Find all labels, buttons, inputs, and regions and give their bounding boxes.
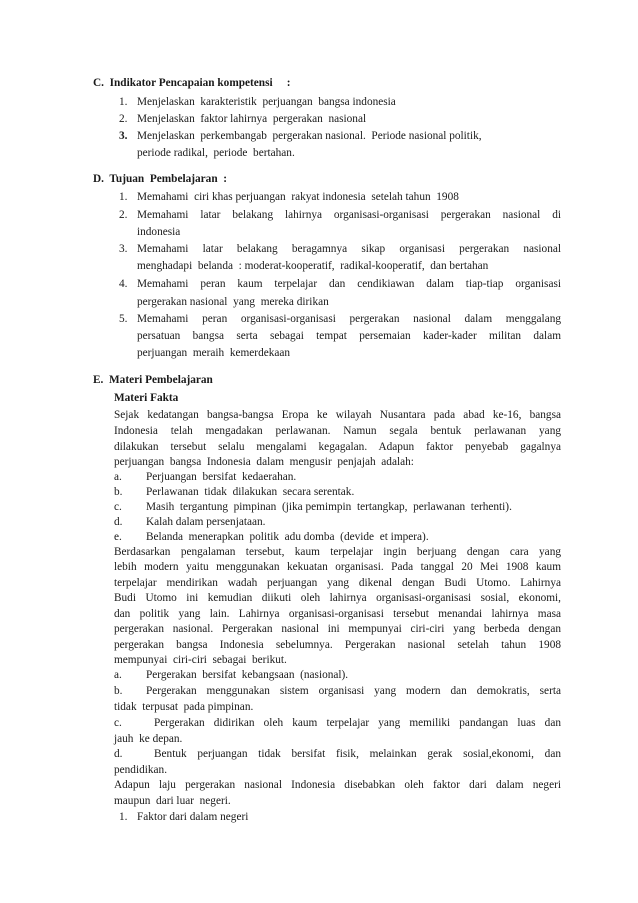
list-item: Memahami latar belakang lahirnya organisasi-organisasi pergerakan nasional di [137, 209, 561, 221]
list-item: Memahami latar belakang beragamnya sikap organisasi pergerakan nasional [137, 243, 561, 255]
list-number: 3. [119, 130, 128, 142]
list-item: Menjelaskan karakteristik perjuangan bangsa indonesia [137, 96, 396, 108]
list-number: 2. [119, 209, 128, 221]
list-label: a. [114, 669, 122, 681]
list-label: c. [114, 717, 122, 729]
list-number: 2. [119, 113, 128, 125]
list-item: Memahami ciri khas perjuangan rakyat indonesia setelah tahun 1908 [137, 191, 459, 203]
list-item: Memahami peran kaum terpelajar dan cendikiawan dalam tiap-tiap organisasi [137, 278, 561, 290]
paragraph-line: perjuangan bangsa Indonesia dalam mengusir penjajah adalah: [114, 456, 414, 468]
list-item: Pergerakan bersifat kebangsaan (nasional). [146, 669, 349, 681]
paragraph-line: dan politik yang lain. Lahirnya organisasi-organisasi tersebut menandai lahirnya masa [114, 608, 561, 620]
list-item: Belanda menerapkan politik adu domba (devide et impera). [146, 531, 429, 543]
list-label: b. [114, 486, 123, 498]
list-number: 5. [119, 313, 128, 325]
list-number: 3. [119, 243, 128, 255]
paragraph-line: Berdasarkan pengalaman tersebut, kaum terpelajar ingin berjuang dengan cara yang [114, 546, 561, 558]
section-e-heading: E. Materi Pembelajaran [93, 374, 213, 386]
section-c-heading: C. Indikator Pencapaian kompetensi : [93, 77, 291, 89]
list-item: Perlawanan tidak dilakukan secara serentak. [146, 486, 355, 498]
list-number: 4. [119, 278, 128, 290]
list-item-continuation: persatuan bangsa serta sebagai tempat persemaian kader-kader militan dalam [137, 330, 561, 342]
list-item: Menjelaskan faktor lahirnya pergerakan nasional [137, 113, 367, 125]
list-item-continuation: tidak terpusat pada pimpinan. [114, 701, 254, 713]
list-number: 1. [119, 96, 128, 108]
list-item: Memahami peran organisasi-organisasi pergerakan nasional dalam menggalang [137, 313, 561, 325]
paragraph-line: Sejak kedatangan bangsa-bangsa Eropa ke wilayah Nusantara pada abad ke-16, bangsa [114, 409, 561, 421]
paragraph-line: Adapun laju pergerakan nasional Indonesia disebabkan oleh faktor dari dalam negeri [114, 779, 561, 791]
paragraph-line: mempunyai ciri-ciri sebagai berikut. [114, 654, 287, 666]
paragraph-line: Indonesia telah mengadakan perlawanan. Namun segala bentuk perlawanan yang [114, 425, 561, 437]
section-d-heading: D. Tujuan Pembelajaran : [93, 173, 228, 185]
list-number: 1. [119, 811, 128, 823]
list-label: d. [114, 748, 123, 760]
list-label: e. [114, 531, 122, 543]
list-number: 1. [119, 191, 128, 203]
paragraph-line: pergerakan nasional. Pergerakan nasional ini mempunyai ciri-ciri yang berbeda dengan [114, 623, 561, 635]
list-item-continuation: jauh ke depan. [114, 733, 183, 745]
list-item: Pergerakan menggunakan sistem organisasi yang modern dan demokratis, serta [146, 685, 561, 697]
list-label: c. [114, 501, 122, 513]
paragraph-line: dilakukan tersebut selalu mengalami kegagalan. Adapun faktor penyebab gagalnya [114, 441, 561, 453]
list-item-continuation: indonesia [137, 226, 181, 238]
list-label: d. [114, 516, 123, 528]
list-item-continuation: pendidikan. [114, 764, 168, 776]
list-item: Faktor dari dalam negeri [137, 811, 249, 823]
list-item-continuation: menghadapi belanda : moderat-kooperatif, radikal-kooperatif, dan bertahan [137, 260, 489, 272]
list-item: Menjelaskan perkembangab pergerakan nasional. Periode nasional politik, [137, 130, 482, 142]
list-item-continuation: pergerakan nasional yang mereka dirikan [137, 296, 329, 308]
list-item: Bentuk perjuangan tidak bersifat fisik, melainkan gerak sosial,ekonomi, dan [154, 748, 561, 760]
list-item: Kalah dalam persenjataan. [146, 516, 266, 528]
list-item-continuation: periode radikal, periode bertahan. [137, 147, 295, 159]
paragraph-line: Budi Utomo ini kemudian diikuti oleh lahirnya organisasi-organisasi sosial, ekonomi, [114, 592, 561, 604]
list-item: Masih tergantung pimpinan (jika pemimpin tertangkap, perlawanan terhenti). [146, 501, 512, 513]
section-e-subheading: Materi Fakta [114, 392, 179, 404]
list-label: b. [114, 685, 123, 697]
paragraph-line: maupun dari luar negeri. [114, 795, 231, 807]
list-item: Pergerakan didirikan oleh kaum terpelajar yang memiliki pandangan luas dan [154, 717, 561, 729]
paragraph-line: lebih modern yaitu menggunakan kekuatan organisasi. Pada tanggal 20 Mei 1908 kaum [114, 561, 561, 573]
list-label: a. [114, 471, 122, 483]
paragraph-line: pergerakan bangsa Indonesia sebelumnya. Pergerakan nasional setelah tahun 1908 [114, 639, 561, 651]
list-item: Perjuangan bersifat kedaerahan. [146, 471, 297, 483]
list-item-continuation: perjuangan meraih kemerdekaan [137, 347, 291, 359]
paragraph-line: terpelajar mendirikan wadah perjuangan yang dikenal dengan Budi Utomo. Lahirnya [114, 577, 561, 589]
